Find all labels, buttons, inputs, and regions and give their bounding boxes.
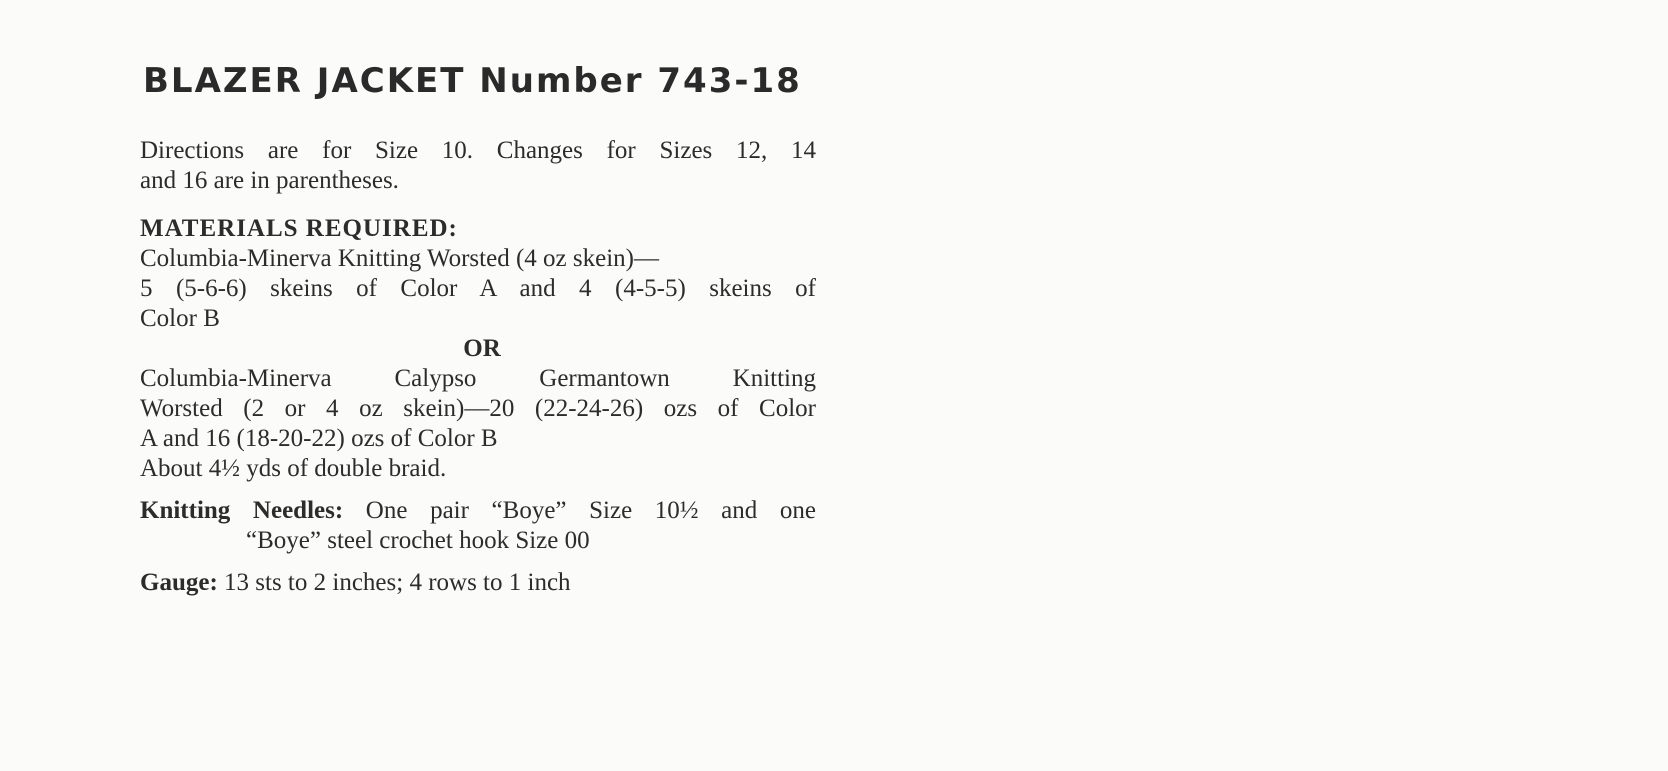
size-directions — [140, 136, 816, 196]
materials-option2-line-2: Worsted (2 or 4 oz skein)—20 (22-24-26) ozs of Color — [140, 395, 816, 422]
materials-option2-line-3: A and 16 (18-20-22) ozs of Color B — [140, 425, 498, 452]
materials-option2-line-1: Columbia-Minerva Calypso Germantown Knitting — [140, 365, 816, 392]
pattern-title: BLAZER JACKET Number 743-18 — [143, 61, 802, 101]
gauge-text: 13 sts to 2 inches; 4 rows to 1 inch — [224, 569, 571, 596]
needles-section — [140, 496, 816, 556]
needles-text-line-1: One pair “Boye” Size 10½ and one — [365, 497, 817, 524]
materials-section — [140, 214, 816, 484]
needles-label: Knitting Needles: — [140, 497, 344, 524]
materials-option1-line-3: Color B — [140, 305, 220, 332]
size-directions-line-1: Directions are for Size 10. Changes for Sizes 12, 14 — [140, 137, 816, 164]
pattern-body — [140, 136, 816, 598]
materials-option1-line-1: Columbia-Minerva Knitting Worsted (4 oz skein)— — [140, 245, 659, 272]
materials-or-divider: OR — [463, 335, 501, 362]
materials-braid: About 4½ yds of double braid. — [140, 455, 447, 482]
gauge-section — [140, 568, 816, 598]
needles-line-1 — [140, 496, 816, 526]
gauge-label: Gauge: — [140, 569, 218, 596]
size-directions-line-2: and 16 are in parentheses. — [140, 167, 399, 194]
materials-heading: MATERIALS REQUIRED: — [140, 215, 458, 242]
needles-text-line-2: “Boye” steel crochet hook Size 00 — [246, 527, 590, 554]
materials-option1-line-2: 5 (5-6-6) skeins of Color A and 4 (4-5-5) skeins of — [140, 275, 816, 302]
